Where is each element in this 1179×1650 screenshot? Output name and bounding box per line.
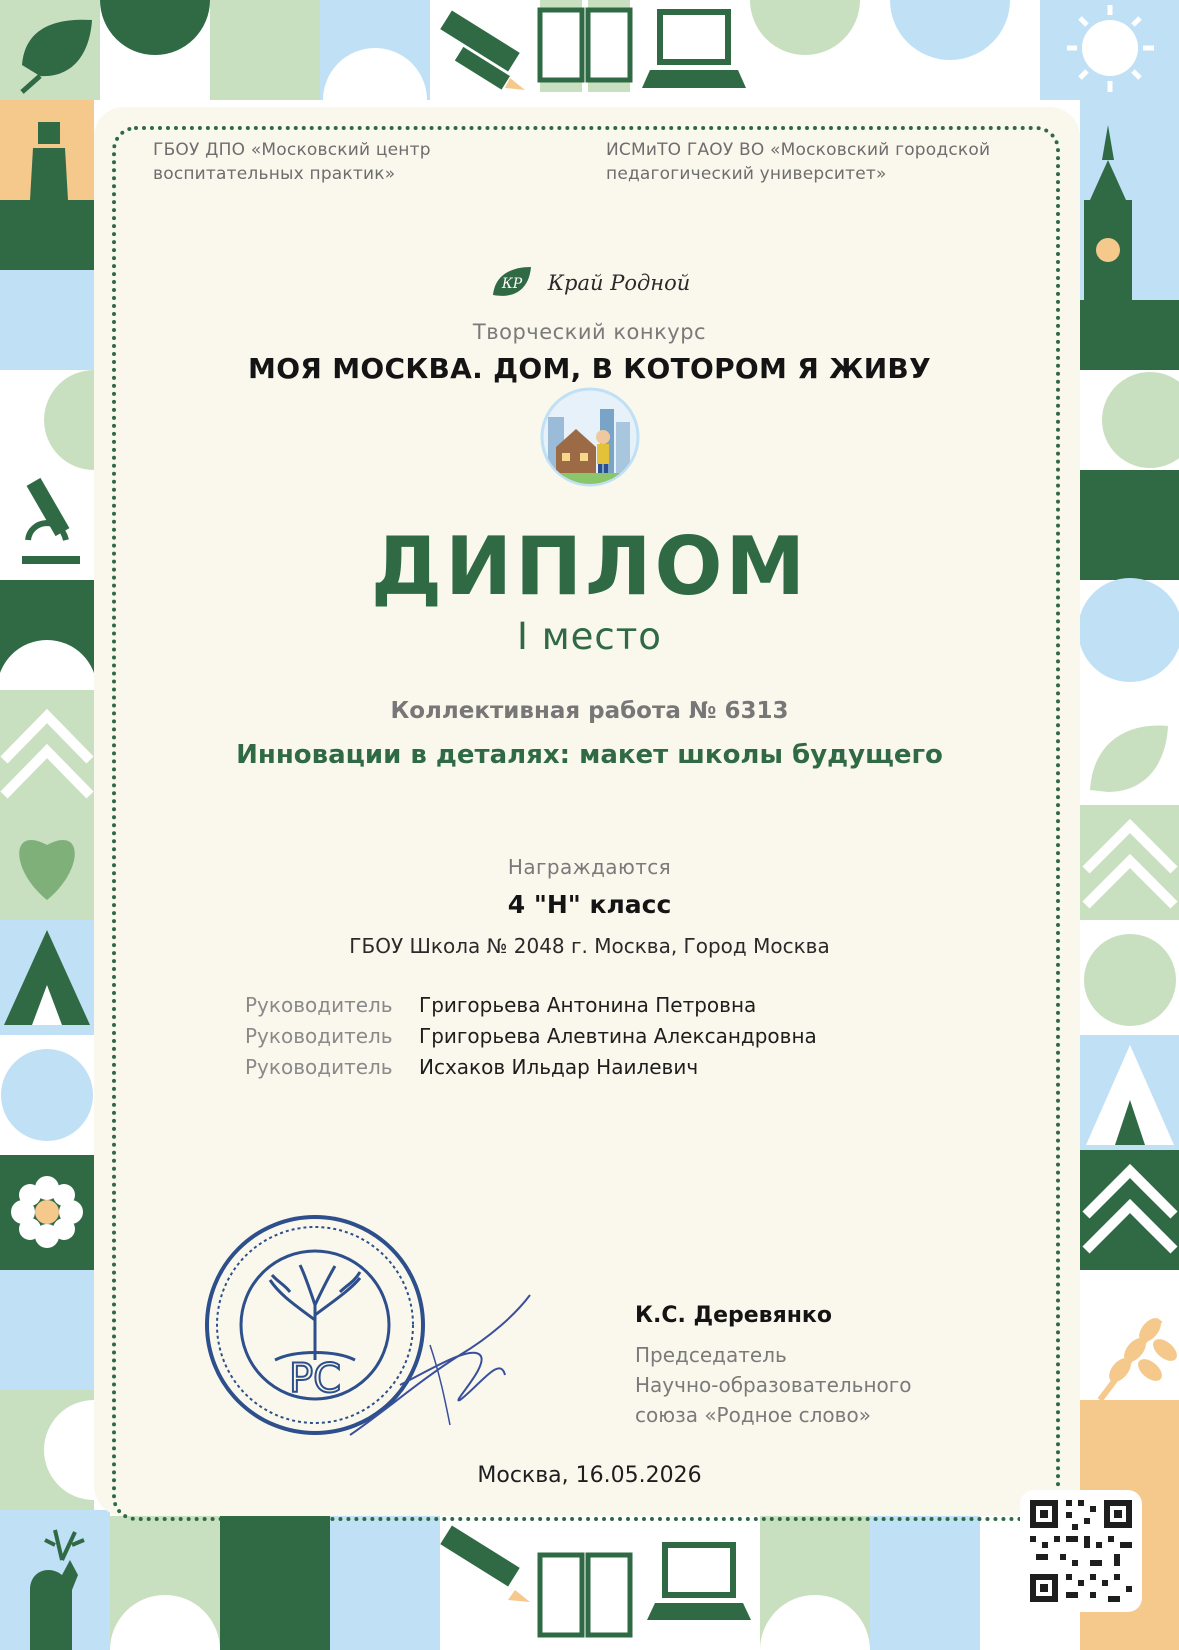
organizer-left-line2: воспитательных практик» [153, 164, 396, 184]
stamp-monogram: РС [288, 1356, 342, 1402]
pencil-icon [440, 1525, 530, 1602]
pencil-icon [440, 10, 525, 90]
place-label: I место [517, 615, 662, 658]
leader-name: Исхаков Ильдар Наилевич [419, 1055, 699, 1079]
leader-row [245, 1052, 817, 1083]
leader-name: Григорьева Алевтина Александровна [419, 1024, 817, 1048]
leaders-list [245, 990, 817, 1083]
signature-icon [340, 1285, 540, 1445]
leader-row [245, 990, 817, 1021]
place-date: Москва, 16.05.2026 [477, 1463, 702, 1488]
signer-position-line1: Председатель [635, 1343, 787, 1367]
leader-name: Григорьева Антонина Петровна [419, 993, 757, 1017]
signer-position [635, 1340, 912, 1430]
work-number: Коллективная работа № 6313 [390, 698, 789, 724]
signer-position-line3: союза «Родное слово» [635, 1403, 871, 1427]
organizer-right-line2: педагогический университет» [606, 164, 887, 184]
laptop-icon [647, 1545, 751, 1620]
leader-role: Руководитель [245, 993, 393, 1017]
organizer-right [606, 138, 990, 186]
awarded-label: Награждаются [507, 855, 672, 879]
contest-label: Творческий конкурс [472, 320, 707, 344]
contest-emblem-icon [540, 387, 640, 487]
leader-role: Руководитель [245, 1024, 393, 1048]
leader-row [245, 1021, 817, 1052]
brand-logo [0, 263, 1179, 303]
logo-mark-text: КР [501, 276, 522, 292]
organizer-right-line1: ИСМиТО ГАОУ ВО «Московский городской [606, 140, 991, 160]
diploma-title: ДИПЛОМ [370, 520, 809, 613]
awarded-name: 4 "Н" класс [507, 890, 672, 919]
logo-icon [489, 263, 535, 303]
contest-title: МОЯ МОСКВА. ДОМ, В КОТОРОМ Я ЖИВУ [248, 352, 931, 385]
signer-position-line2: Научно-образовательного [635, 1373, 912, 1397]
organizer-left-line1: ГБОУ ДПО «Московский центр [153, 140, 431, 160]
organizer-left [153, 138, 431, 186]
signer-name: К.С. Деревянко [635, 1303, 832, 1328]
brand-name: Край Родной [547, 271, 691, 295]
work-title: Инновации в деталях: макет школы будущего [236, 740, 943, 770]
book-icon [540, 1555, 630, 1635]
school-name: ГБОУ Школа № 2048 г. Москва, Город Москва [349, 934, 830, 958]
qr-code-icon[interactable] [1020, 1490, 1142, 1612]
leader-role: Руководитель [245, 1055, 393, 1079]
